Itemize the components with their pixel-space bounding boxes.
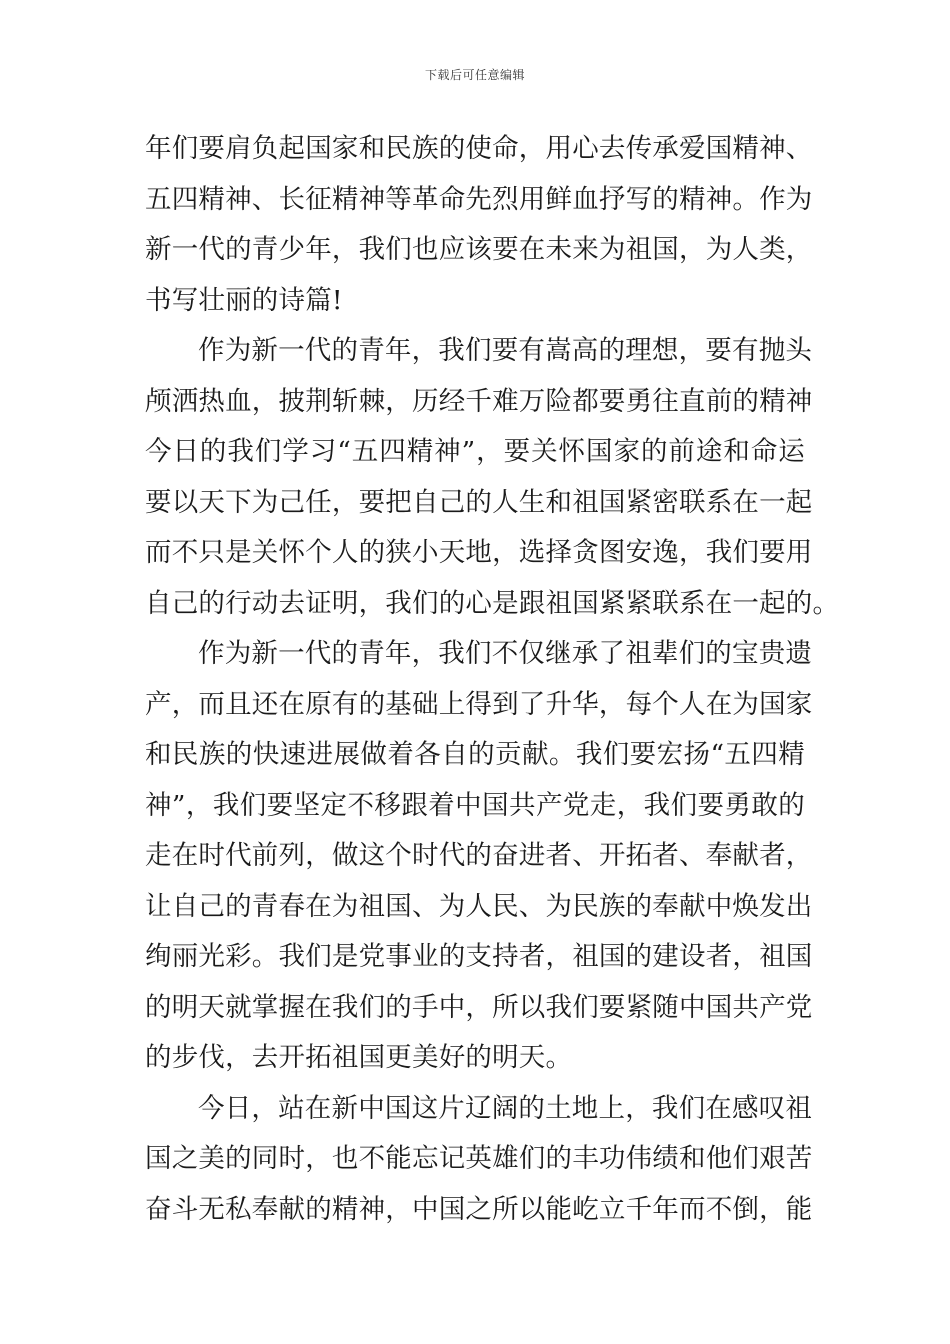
text-line: 作为新一代的青年，我们要有嵩高的理想，要有抛头 xyxy=(198,335,813,366)
text-line: 的明天就掌握在我们的手中，所以我们要紧随中国共产党 xyxy=(145,991,813,1023)
text-line: 自己的行动去证明，我们的心是跟祖国紧紧联系在一起的。 xyxy=(145,587,840,619)
text-line: 而不只是关怀个人的狭小天地，选择贪图安逸，我们要用 xyxy=(145,537,813,568)
text-line: 产，而且还在原有的基础上得到了升华，每个人在为国家 xyxy=(145,688,813,720)
text-line: 走在时代前列，做这个时代的奋进者、开拓者、奉献者， xyxy=(145,840,813,871)
text-line: 颅洒热血，披荆斩棘，历经千难万险都要勇往直前的精神 xyxy=(145,385,813,417)
text-line: 今日的我们学习“五四精神”，要关怀国家的前途和命运 xyxy=(145,436,805,467)
text-line: 要以天下为己任，要把自己的人生和祖国紧密联系在一起 xyxy=(145,486,813,518)
text-line: 神”，我们要坚定不移跟着中国共产党走，我们要勇敢的 xyxy=(145,789,805,821)
text-line: 国之美的同时，也不能忘记英雄们的丰功伟绩和他们艰苦 xyxy=(145,1143,813,1174)
document-body xyxy=(145,124,840,1235)
text-line: 作为新一代的青年，我们不仅继承了祖辈们的宝贵遗 xyxy=(198,638,813,669)
paragraph xyxy=(145,326,840,629)
paragraph xyxy=(145,124,813,326)
text-line: 今日，站在新中国这片辽阔的土地上，我们在感叹祖 xyxy=(198,1092,813,1124)
page-header: 下载后可任意编辑 xyxy=(424,68,525,82)
paragraph xyxy=(145,1084,813,1236)
text-line: 五四精神、长征精神等革命先烈用鲜血抒写的精神。作为 xyxy=(145,183,813,215)
paragraph xyxy=(145,629,813,1084)
text-line: 新一代的青少年，我们也应该要在未来为祖国，为人类， xyxy=(145,234,813,265)
text-line: 年们要肩负起国家和民族的使命，用心去传承爱国精神、 xyxy=(145,133,813,164)
text-line: 绚丽光彩。我们是党事业的支持者，祖国的建设者，祖国 xyxy=(145,941,813,972)
text-line: 和民族的快速进展做着各自的贡献。我们要宏扬“五四精 xyxy=(145,739,805,770)
text-line: 让自己的青春在为祖国、为人民、为民族的奉献中焕发出 xyxy=(145,890,813,922)
text-line: 书写壮丽的诗篇! xyxy=(145,284,343,316)
text-line: 的步伐，去开拓祖国更美好的明天。 xyxy=(145,1042,573,1073)
text-line: 奋斗无私奉献的精神，中国之所以能屹立千年而不倒，能 xyxy=(145,1193,813,1225)
